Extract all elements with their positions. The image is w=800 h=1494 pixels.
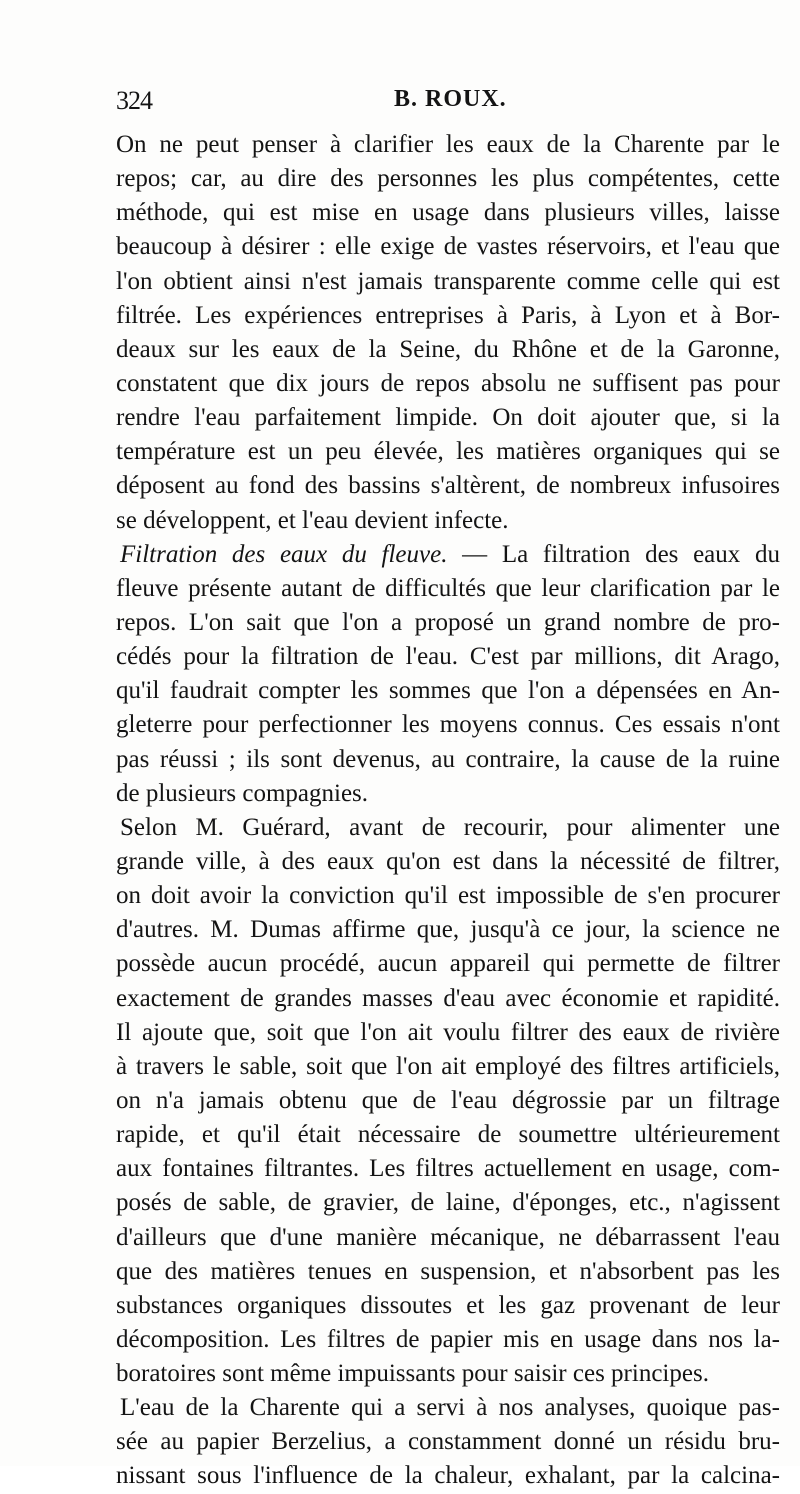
section-heading-line <box>116 538 780 572</box>
text-line: on doit avoir la conviction qu'il est impossible de s'en procurer <box>116 882 780 910</box>
text-line: filtrée. Les expériences entreprises à Paris, à Lyon et à Bor- <box>116 301 780 329</box>
text-line: L'eau de la Charente qui a servi à nos analyses, quoique pas- <box>120 1394 780 1422</box>
text-line: Selon M. Guérard, avant de recourir, pour alimenter une <box>120 813 780 841</box>
text-line: méthode, qui est mise en usage dans plusieurs villes, laisse <box>116 199 780 227</box>
text-line: grande ville, à des eaux qu'on est dans la nécessité de filtrer, <box>116 847 780 875</box>
text-line: deaux sur les eaux de la Seine, du Rhône et de la Garonne, <box>116 335 780 363</box>
text-line: de plusieurs compagnies. <box>116 779 369 807</box>
text-line: gleterre pour perfectionner les moyens connus. Ces essais n'ont <box>116 711 780 739</box>
section-heading: Filtration des eaux du fleuve. <box>120 540 448 568</box>
body-text <box>116 128 780 1494</box>
text-line: substances organiques dissoutes et les gaz provenant de leur <box>116 1291 780 1319</box>
text-line: repos. L'on sait que l'on a proposé un grand nombre de pro- <box>116 608 780 636</box>
text-line: que des matières tenues en suspension, et n'absorbent pas les <box>116 1257 780 1285</box>
text-line: d'autres. M. Dumas affirme que, jusqu'à ce jour, la science ne <box>116 916 780 944</box>
text-line: boratoires sont même impuissants pour saisir ces principes. <box>116 1360 709 1388</box>
text-line: rapide, et qu'il était nécessaire de soumettre ultérieurement <box>116 1121 780 1149</box>
text-line: constatent que dix jours de repos absolu ne suffisent pas pour <box>116 369 780 397</box>
page-header <box>116 84 780 120</box>
text-line: fleuve présente autant de difficultés que leur clarification par le <box>116 574 780 602</box>
text-line: aux fontaines filtrantes. Les filtres actuellement en usage, com- <box>116 1155 780 1183</box>
text-line: beaucoup à désirer : elle exige de vastes réservoirs, et l'eau que <box>116 233 780 261</box>
page-number: 324 <box>116 86 152 115</box>
text-line: On ne peut penser à clarifier les eaux de la Charente par le <box>116 131 780 158</box>
text-line: sée au papier Berzelius, a constamment donné un résidu bru- <box>116 1428 780 1456</box>
text-line: se développent, et l'eau devient infecte. <box>116 506 509 534</box>
text-line: déposent au fond des bassins s'altèrent, de nombreux infusoires <box>116 472 780 500</box>
text-line: température est un peu élevée, les matières organiques qui se <box>116 438 780 466</box>
text-line: exactement de grandes masses d'eau avec économie et rapidité. <box>116 984 780 1012</box>
text-line: possède aucun procédé, aucun appareil qui permette de filtrer <box>116 950 780 978</box>
text-line: nissant sous l'influence de la chaleur, exhalant, par la calcina- <box>116 1462 780 1490</box>
text-line: qu'il faudrait compter les sommes que l'on a dépensées en An- <box>116 677 780 705</box>
text-line: cédés pour la filtration de l'eau. C'est par millions, dit Arago, <box>116 643 780 671</box>
section-heading-rest: — La filtration des eaux du <box>447 540 780 568</box>
text-line: pas réussi ; ils sont devenus, au contraire, la cause de la ruine <box>116 745 780 773</box>
text-line: Il ajoute que, soit que l'on ait voulu filtrer des eaux de rivière <box>116 1018 780 1046</box>
text-line: rendre l'eau parfaitement limpide. On doit ajouter que, si la <box>116 404 780 432</box>
text-line: l'on obtient ainsi n'est jamais transparente comme celle qui est <box>116 267 780 295</box>
running-head: B. ROUX. <box>394 86 507 112</box>
text-line: d'ailleurs que d'une manière mécanique, ne débarrassent l'eau <box>116 1223 780 1251</box>
text-line: à travers le sable, soit que l'on ait employé des filtres artificiels, <box>116 1052 780 1080</box>
text-line: repos; car, au dire des personnes les plus compétentes, cette <box>116 165 780 193</box>
text-line: décomposition. Les filtres de papier mis en usage dans nos la- <box>116 1325 780 1353</box>
text-line: on n'a jamais obtenu que de l'eau dégrossie par un filtrage <box>116 1086 780 1114</box>
text-line: posés de sable, de gravier, de laine, d'éponges, etc., n'agissent <box>116 1189 780 1217</box>
